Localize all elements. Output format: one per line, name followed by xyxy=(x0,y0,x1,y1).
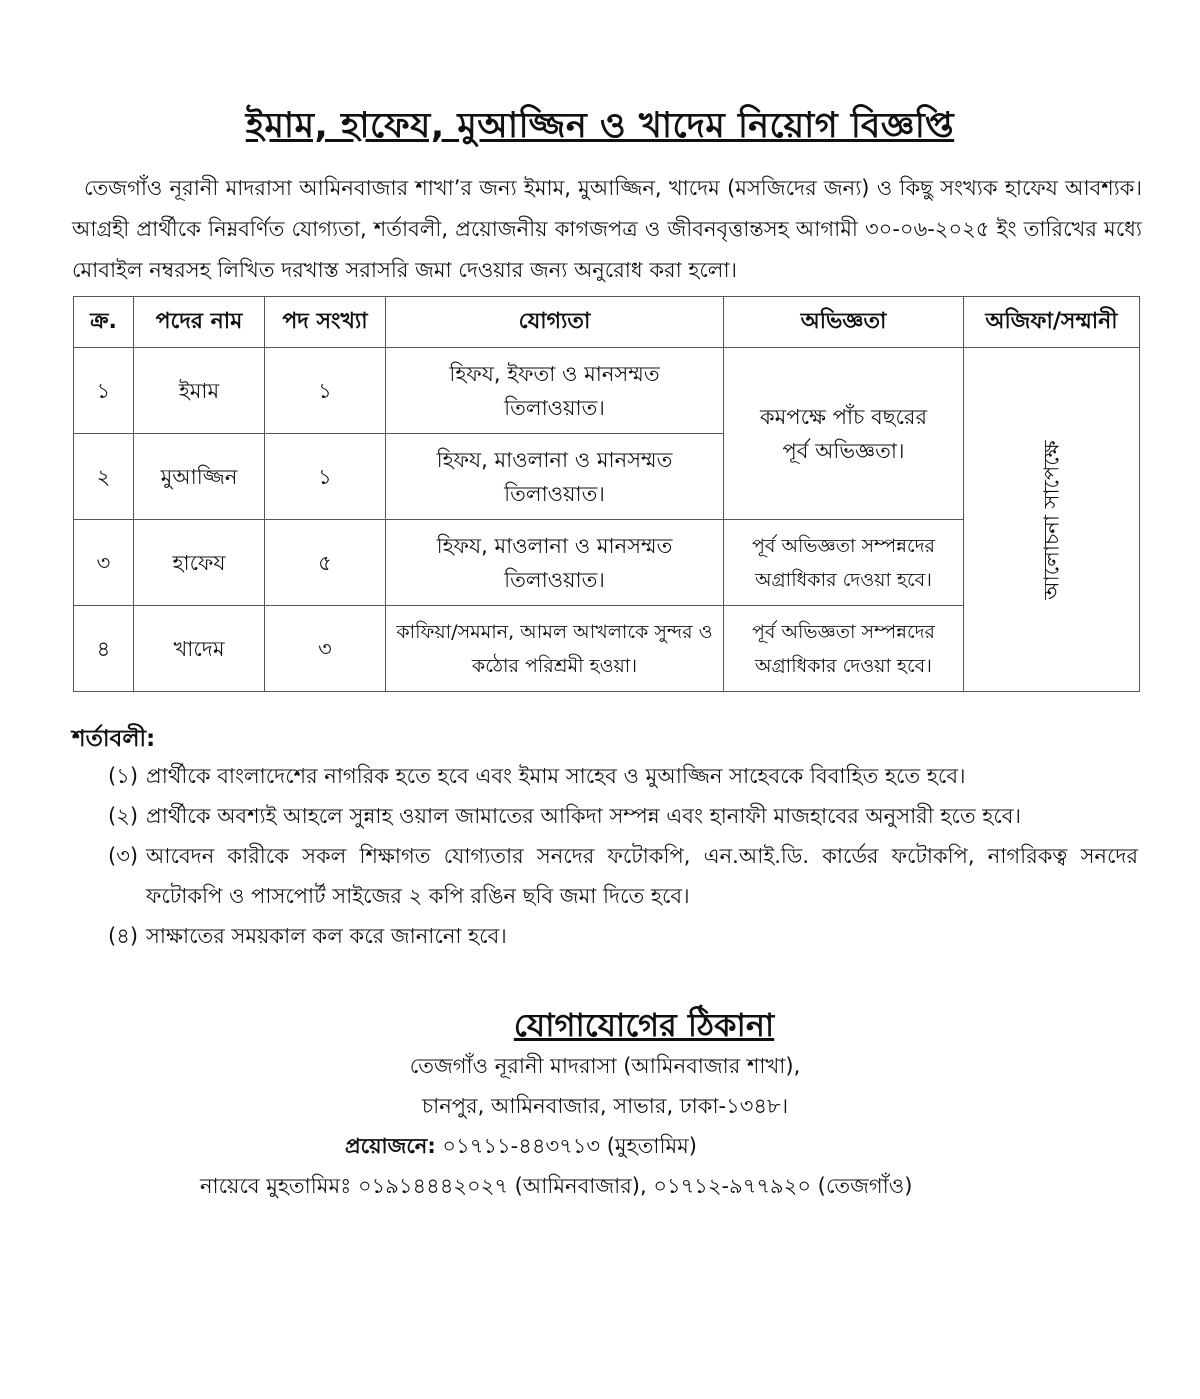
phone-number: ০১৭১১-৪৪৩৭১৩ (মুহতামিম) xyxy=(442,1134,697,1158)
intro-paragraph xyxy=(72,168,1142,291)
condition-number: (১) xyxy=(108,764,139,788)
list-item xyxy=(108,756,1138,796)
row-qualification: হিফয, মাওলানা ও মানসম্মত তিলাওয়াত। xyxy=(386,434,724,520)
row-serial: ৪ xyxy=(74,606,134,692)
header-post: পদের নাম xyxy=(134,297,265,348)
salary-text: আলোচনা সাপেক্ষে xyxy=(1039,439,1064,600)
contact-heading: যোগাযোগের ঠিকানা xyxy=(513,1006,775,1044)
header-qualification: যোগ্যতা xyxy=(386,297,724,348)
table-row xyxy=(74,348,1140,434)
intro-text: তেজগাঁও নূরানী মাদরাসা আমিনবাজার শাখা’র জন্য ইমাম, মুআজ্জিন, খাদেম (মসজিদের জন্য) ও কিছু সংখ্যক হাফেয আবশ্যক। আগ্রহী প্রার্থীকে নিম্নবর্ণিত যোগ্যতা, শর্তাবলী, প্রয়োজনীয় কাগজপত্র ও জীবনবৃত্তান্তসহ আগামী ৩০-০৬-২০২৫ ইং তারিখের মধ্যে মোবাইল নম্বরসহ লিখিত দরখাস্ত সরাসরি জমা দেওয়ার জন্য অনুরোধ করা হলো। xyxy=(72,176,1142,282)
row-post: ইমাম xyxy=(134,348,265,434)
row-count: ১ xyxy=(265,434,386,520)
list-item xyxy=(108,916,1138,956)
row-experience: পূর্ব অভিজ্ঞতা সম্পন্নদের অগ্রাধিকার দেওয়া হবে। xyxy=(724,606,964,692)
row-post: হাফেয xyxy=(134,520,265,606)
phone-label: প্রয়োজনে: xyxy=(345,1134,436,1158)
condition-text: প্রার্থীকে অবশ্যই আহলে সুন্নাহ ওয়াল জামাতের আকিদা সম্পন্ন এবং হানাফী মাজহাবের অনুসারী হতে হবে। xyxy=(146,804,1021,828)
row-post: মুআজ্জিন xyxy=(134,434,265,520)
condition-text: প্রার্থীকে বাংলাদেশের নাগরিক হতে হবে এবং ইমাম সাহেব ও মুআজ্জিন সাহেবকে বিবাহিত হতে হবে। xyxy=(146,764,966,788)
condition-number: (২) xyxy=(108,804,139,828)
notice-title: ইমাম, হাফেয, মুআজ্জিন ও খাদেম নিয়োগ বিজ্ঞপ্তি xyxy=(245,106,955,146)
address-line-1: তেজগাঁও নূরানী মাদরাসা (আমিনবাজার শাখা), xyxy=(409,1054,801,1078)
row-qualification: কাফিয়া/সমমান, আমল আখলাকে সুন্দর ও কঠোর পরিশ্রমী হওয়া। xyxy=(386,606,724,692)
row-post: খাদেম xyxy=(134,606,265,692)
row-serial: ১ xyxy=(74,348,134,434)
header-salary: অজিফা/সম্মানী xyxy=(964,297,1140,348)
row-qualification: হিফয, ইফতা ও মানসম্মত তিলাওয়াত। xyxy=(386,348,724,434)
condition-text: সাক্ষাতের সময়কাল কল করে জানানো হবে। xyxy=(146,924,507,948)
row-experience: কমপক্ষে পাঁচ বছরের পূর্ব অভিজ্ঞতা। xyxy=(724,348,964,520)
phone-line xyxy=(345,1130,697,1165)
list-item xyxy=(108,796,1138,836)
row-qualification: হিফয, মাওলানা ও মানসম্মত তিলাওয়াত। xyxy=(386,520,724,606)
row-count: ৫ xyxy=(265,520,386,606)
posts-table xyxy=(73,296,1140,692)
row-count: ১ xyxy=(265,348,386,434)
table-header-row xyxy=(74,297,1140,348)
conditions-list xyxy=(108,756,1138,956)
row-count: ৩ xyxy=(265,606,386,692)
address-line-2: চানপুর, আমিনবাজার, সাভার, ঢাকা-১৩৪৮। xyxy=(421,1094,789,1118)
row-experience: পূর্ব অভিজ্ঞতা সম্পন্নদের অগ্রাধিকার দেওয়া হবে। xyxy=(724,520,964,606)
deputy-phone-line: নায়েবে মুহতামিমঃ ০১৯১৪৪৪২০২৭ (আমিনবাজার), ০১৭১২-৯৭৭৯২০ (তেজগাঁও) xyxy=(200,1174,913,1198)
condition-number: (৪) xyxy=(108,924,139,948)
header-serial: ক্র. xyxy=(74,297,134,348)
header-count: পদ সংখ্যা xyxy=(265,297,386,348)
salary-cell xyxy=(964,348,1140,692)
condition-text: আবেদন কারীকে সকল শিক্ষাগত যোগ্যতার সনদের ফটোকপি, এন.আই.ডি. কার্ডের ফটোকপি, নাগরিকত্ব সনদের ফটোকপি ও পাসপোর্ট সাইজের ২ কপি রঙিন ছবি জমা দিতে হবে। xyxy=(146,844,1138,908)
header-experience: অভিজ্ঞতা xyxy=(724,297,964,348)
row-serial: ৩ xyxy=(74,520,134,606)
conditions-heading: শর্তাবলী: xyxy=(72,726,156,752)
row-serial: ২ xyxy=(74,434,134,520)
list-item xyxy=(108,836,1138,916)
condition-number: (৩) xyxy=(108,844,139,868)
